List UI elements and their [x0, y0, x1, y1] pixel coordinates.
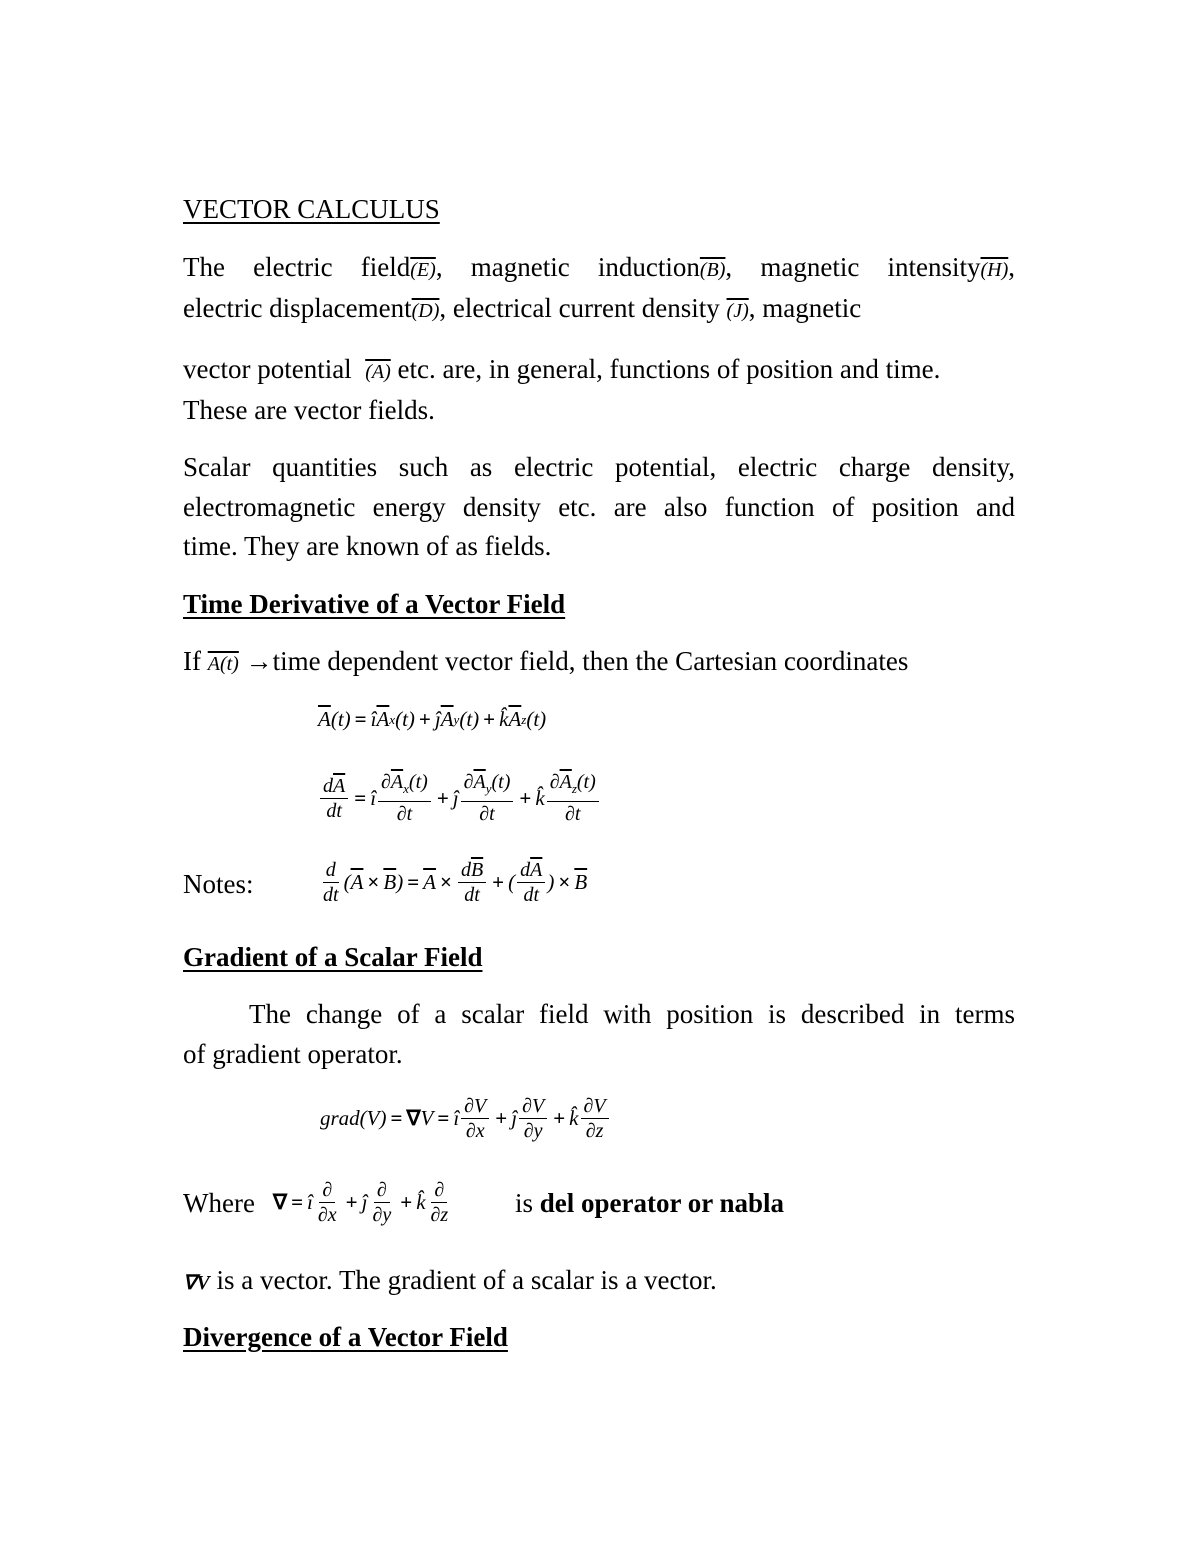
equation-gradient: grad(V) = ∇ V = î $\frac{\partial V}{\partial x}$ + ĵ $\frac{\partial V}{\partial y}$ + k̂ $\frac{\partial V}{\partial z}$ [320, 1094, 611, 1143]
time-derivative-heading: Time Derivative of a Vector Field [183, 589, 566, 619]
equation-vector-components: $\overline{A}$ (t) = î $\overline{A}$ x (t) + ĵ $\overline{A}$ y (t) + k̂ $\overline{A}$ z (t) [318, 707, 547, 731]
nabla-description: is del operator or nabla [515, 1188, 785, 1218]
magnetic-intensity-symbol: (H) [980, 259, 1009, 281]
equation-time-derivative: $\frac{d\overline{A}}{dt}$ = î $\frac{\partial\overline{A}_x(t)}{\partial t}$ + ĵ $\frac{\partial\overline{A}_y(t)}{\partial t}$ + k̂ $\frac{\partial\overline{A}_z(t)}{\partial t}$ [318, 770, 601, 826]
intro-line-2: electric displacement(D), electrical current density (J), magnetic [183, 293, 862, 323]
gradient-line-1: The change of a scalar field with position is described in terms [249, 999, 1015, 1029]
arrow-icon: → [245, 646, 273, 676]
vector-potential-symbol: (A) [365, 361, 391, 383]
page-title: VECTOR CALCULUS [183, 194, 440, 224]
equation-nabla: ∇ = î $\frac{\partial}{\partial x}$ + ĵ $\frac{\partial}{\partial y}$ + k̂ $\frac{\partial}{\partial z}$ [273, 1179, 449, 1226]
notes-label: Notes: [183, 869, 254, 899]
electric-displacement-symbol: (D) [411, 300, 440, 322]
equation-cross-product-rule: $\frac{d}{dt}$ ( $\overline{A}$ × $\overline{B}$ ) = $\overline{A}$ × $\frac{d\overline{B}}{dt}$ + ( $\frac{d\overline{A}}{dt}$ ) × $\overline{B}$ [323, 859, 588, 906]
time-derivative-intro: If A(t) →time dependent vector field, then the Cartesian coordinates [183, 646, 909, 676]
vector-a-of-t: A(t) [207, 653, 239, 675]
gradient-heading: Gradient of a Scalar Field [183, 942, 483, 972]
divergence-heading: Divergence of a Vector Field [183, 1322, 508, 1352]
scalar-line-2: electromagnetic energy density etc. are also function of position and [183, 492, 1015, 522]
intro-line-3: vector potential (A) etc. are, in general, functions of position and time. [183, 354, 941, 384]
magnetic-induction-symbol: (B) [699, 259, 726, 281]
nabla-v-symbol: ∇V [183, 1272, 210, 1294]
scalar-line-1: Scalar quantities such as electric potential, electric charge density, [183, 452, 1015, 482]
gradient-line-2: of gradient operator. [183, 1039, 403, 1069]
intro-line-1: The electric field(E), magnetic induction(B), magnetic intensity(H), [183, 252, 1016, 282]
electric-field-symbol: (E) [410, 259, 436, 281]
scalar-line-3: time. They are known of as fields. [183, 531, 552, 561]
gradient-vector-statement: ∇V is a vector. The gradient of a scalar is a vector. [183, 1265, 717, 1295]
current-density-symbol: (J) [726, 300, 749, 322]
intro-line-4: These are vector fields. [183, 395, 435, 425]
where-label: Where [183, 1188, 255, 1218]
